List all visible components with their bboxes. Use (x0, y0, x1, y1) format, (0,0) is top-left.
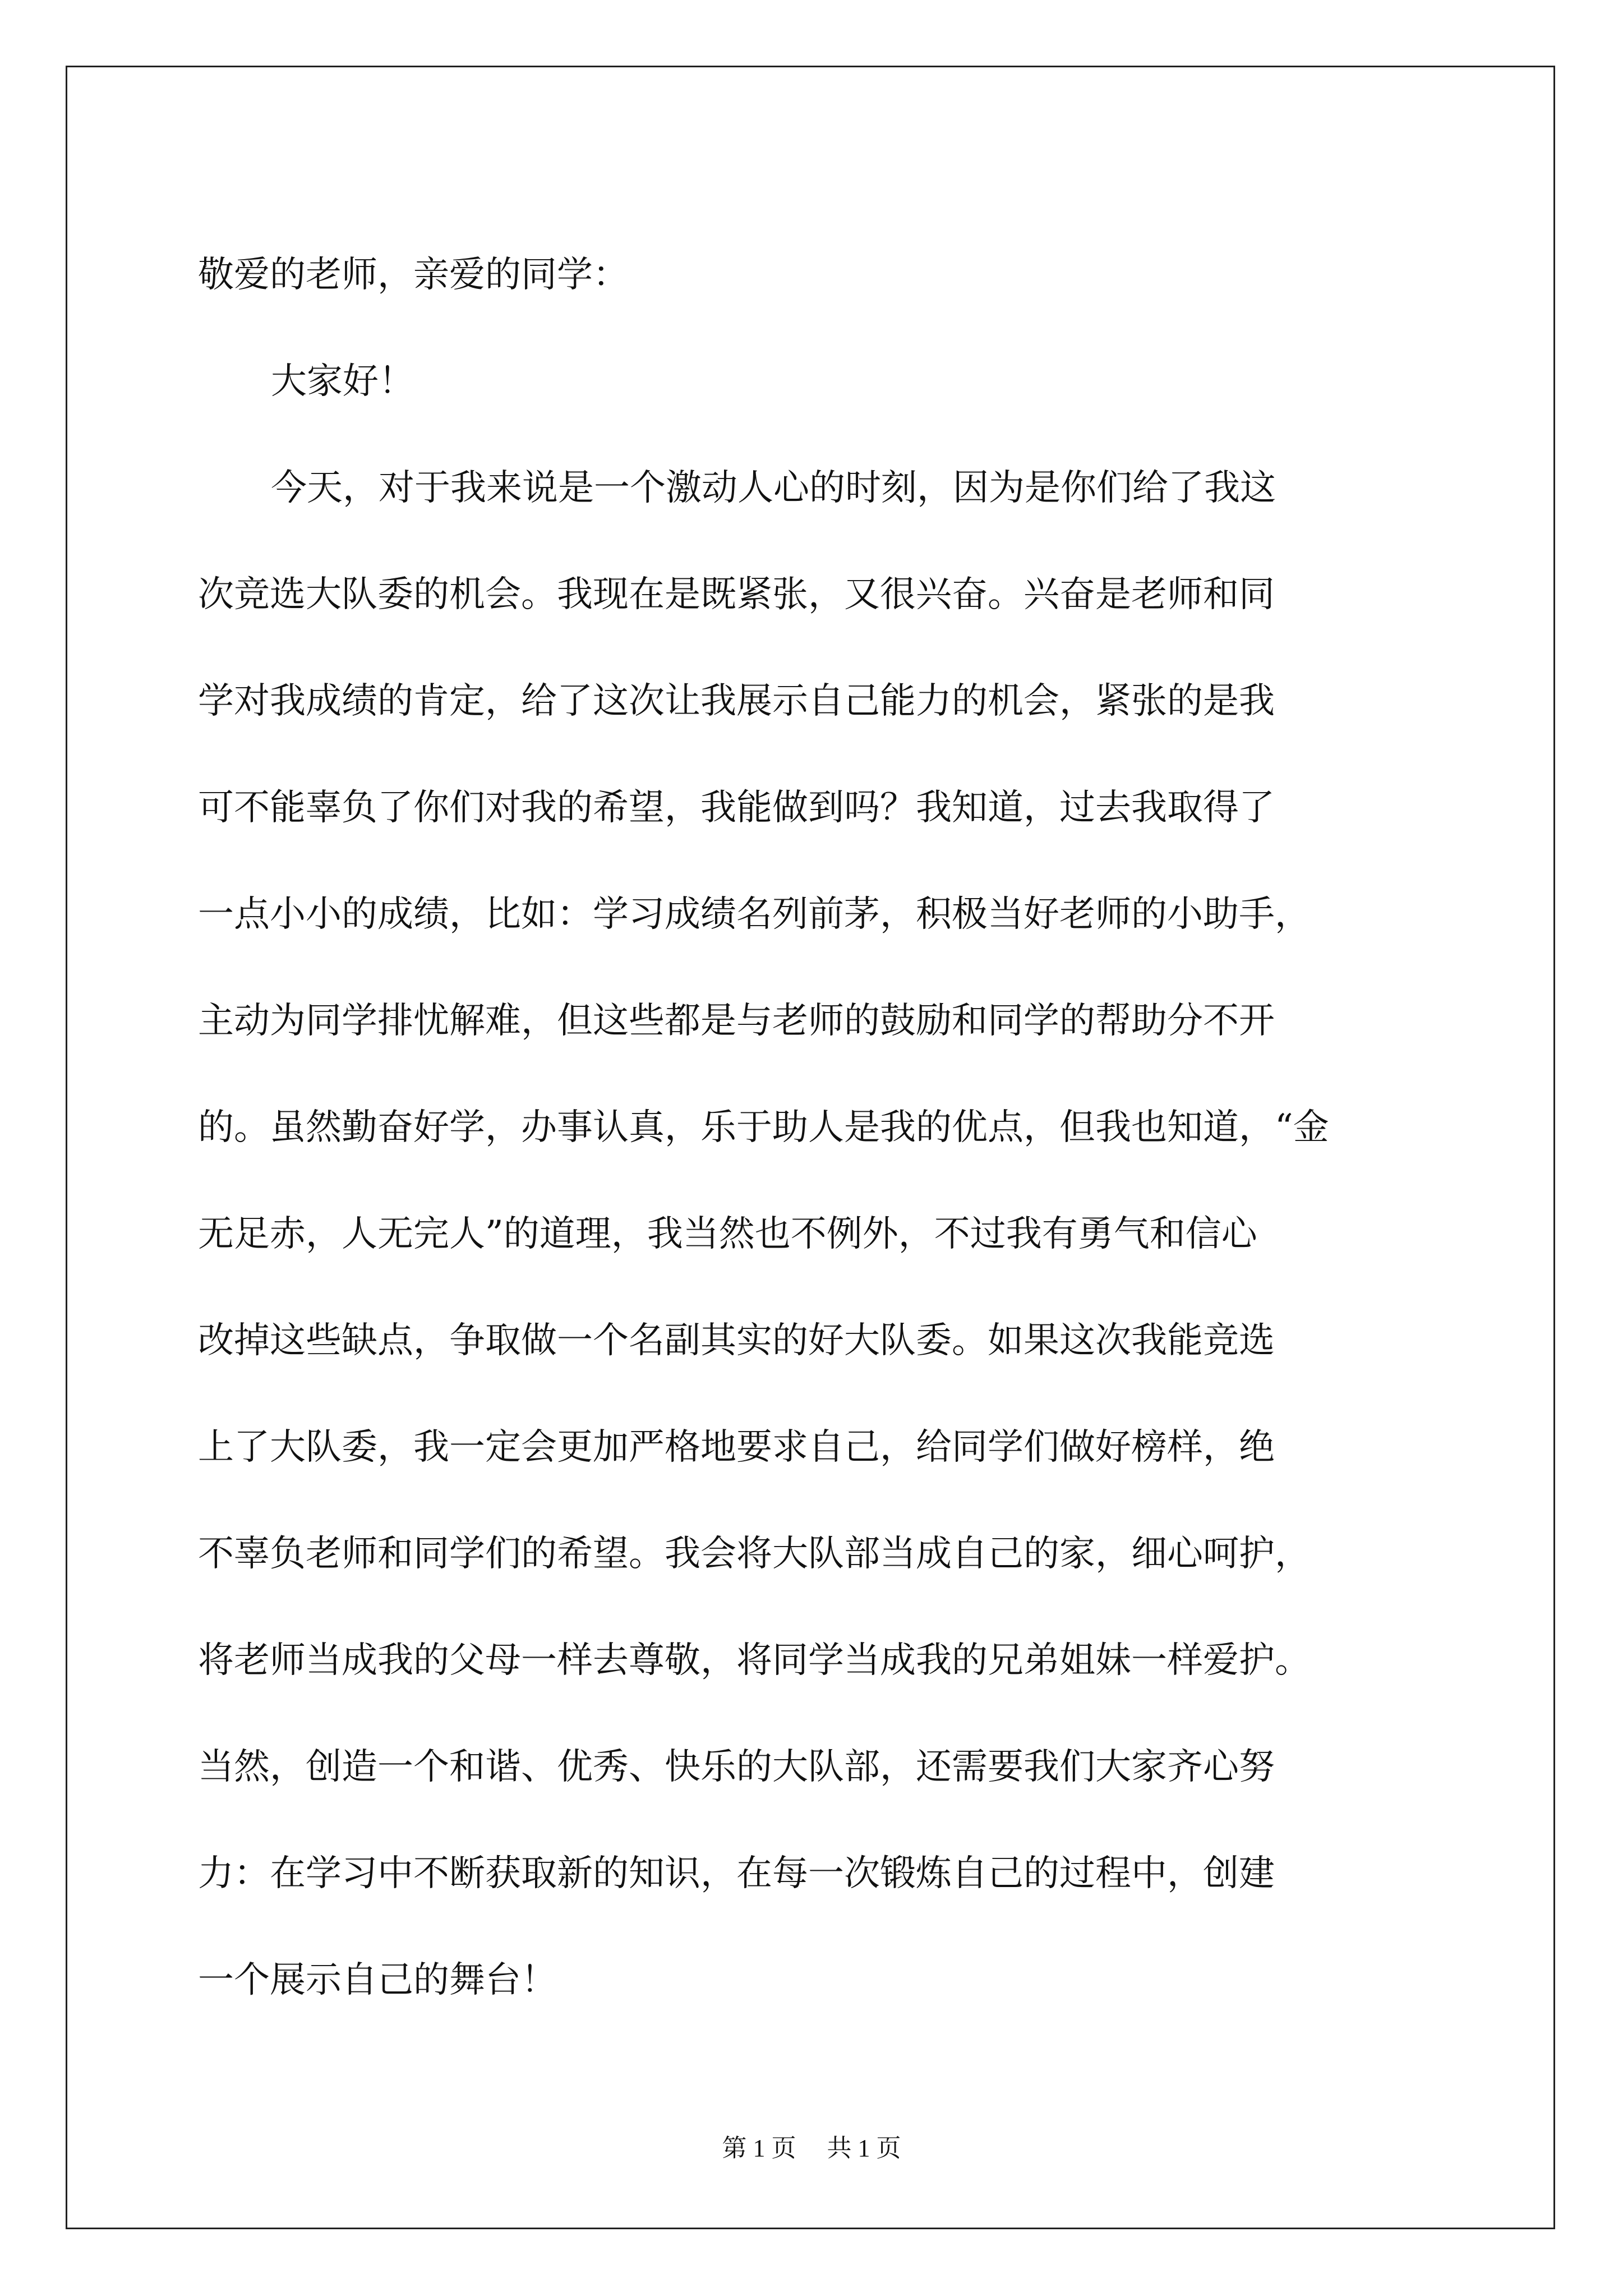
document-line: 学对我成绩的肯定，给了这次让我展示自己能力的机会，紧张的是我 (198, 680, 1275, 722)
page-footer (0, 2132, 1623, 2165)
document-line: 将老师当成我的父母一样去尊敬，将同学当成我的兄弟姐妹一样爱护。 (198, 1640, 1311, 1681)
document-line: 大家好！ (271, 361, 414, 402)
document-line: 不辜负老师和同学们的希望。我会将大队部当成自己的家，细心呵护， (198, 1533, 1311, 1575)
document-line: 一个展示自己的舞台！ (198, 1959, 557, 2001)
document-line: 今天，对于我来说是一个激动人心的时刻，因为是你们给了我这 (271, 467, 1276, 509)
document-line: 上了大队委，我一定会更加严格地要求自己，给同学们做好榜样，绝 (198, 1427, 1275, 1468)
document-line: 一点小小的成绩，比如：学习成绩名列前茅，积极当好老师的小助手， (198, 894, 1311, 935)
page-total-label: 共 1 页 (827, 2134, 901, 2162)
document-line: 改掉这些缺点，争取做一个名副其实的好大队委。如果这次我能竞选 (198, 1320, 1275, 1361)
document-body (198, 222, 1432, 2033)
document-line: 主动为同学排忧解难，但这些都是与老师的鼓励和同学的帮助分不开 (198, 1000, 1275, 1042)
document-line: 次竞选大队委的机会。我现在是既紧张，又很兴奋。兴奋是老师和同 (198, 574, 1275, 615)
document-line: 力：在学习中不断获取新的知识，在每一次锻炼自己的过程中，创建 (198, 1853, 1275, 1894)
document-line: 无足赤，人无完人”的道理，我当然也不例外，不过我有勇气和信心 (198, 1213, 1257, 1255)
document-line: 的。虽然勤奋好学，办事认真，乐于助人是我的优点，但我也知道，“金 (198, 1107, 1329, 1148)
document-line: 可不能辜负了你们对我的希望，我能做到吗？我知道，过去我取得了 (198, 787, 1275, 829)
document-line: 当然，创造一个和谐、优秀、快乐的大队部，还需要我们大家齐心努 (198, 1746, 1275, 1788)
page-current-label: 第 1 页 (722, 2134, 796, 2162)
document-line: 敬爱的老师，亲爱的同学： (198, 254, 629, 296)
